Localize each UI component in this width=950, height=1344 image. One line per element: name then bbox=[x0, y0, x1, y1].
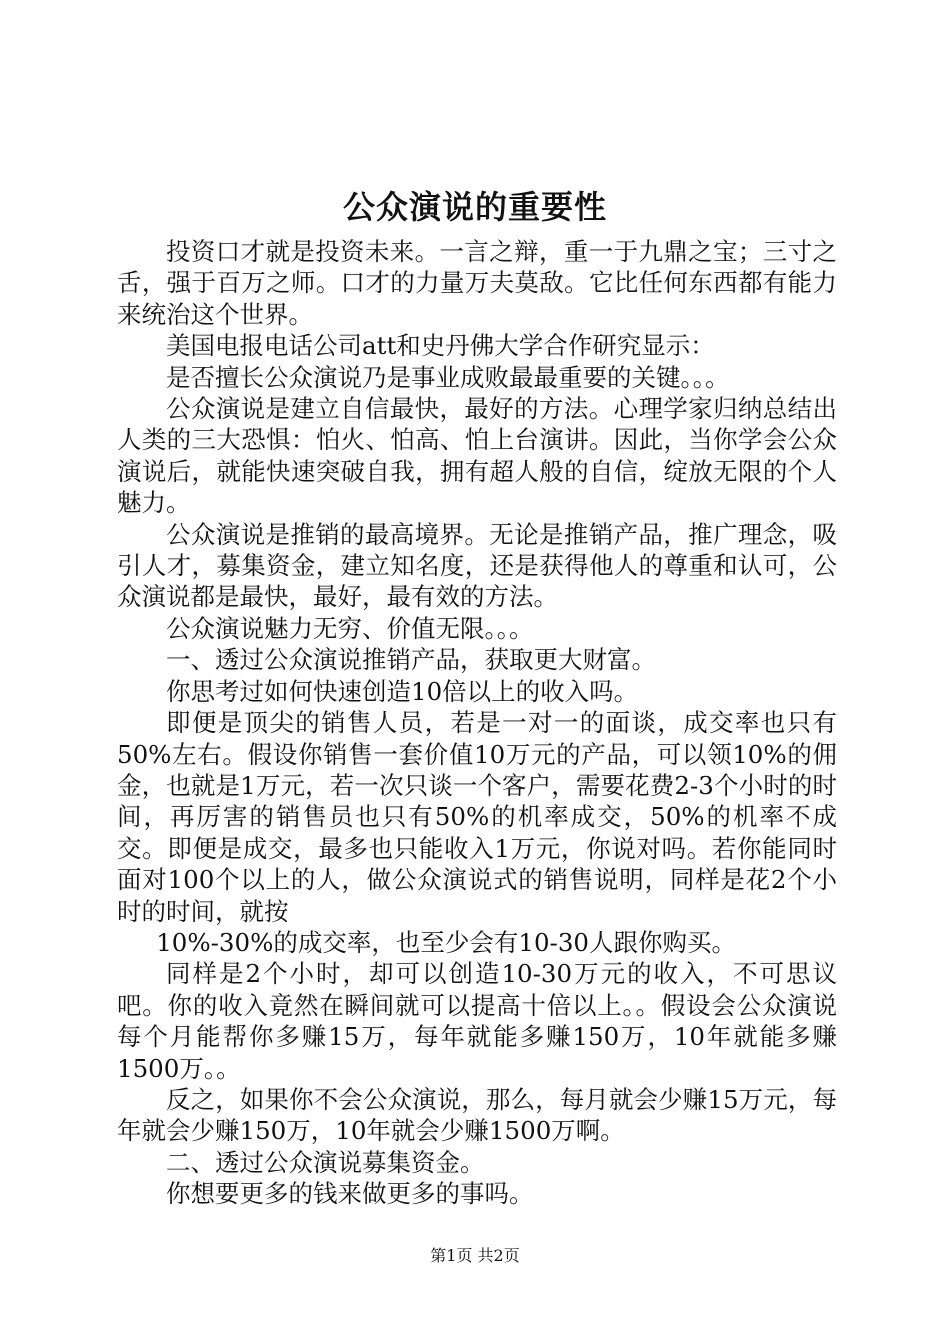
document-title: 公众演说的重要性 bbox=[342, 188, 607, 226]
paragraph: 你想要更多的钱来做更多的事吗。 bbox=[166, 1179, 534, 1209]
document-body bbox=[117, 236, 837, 1210]
paragraph: 公众演说魅力无穷、价值无限。。。 bbox=[166, 613, 534, 643]
paragraph: 投资口才就是投资未来。一言之辩，重一于九鼎之宝；三寸之舌，强于百万之师。口才的力量万夫莫敌。它比任何东西都有能力来统治这个世界。 bbox=[117, 237, 837, 329]
paragraph: 一、透过公众演说推销产品，获取更大财富。 bbox=[166, 645, 656, 675]
paragraph: 同样是2个小时，却可以创造10-30万元的收入，不可思议吧。你的收入竟然在瞬间就可以提高十倍以上。。假设会公众演说每个月能帮你多赚15万，每年就能多赚150万，10年就能多赚1500万。。 bbox=[117, 959, 837, 1083]
paragraph: 反之，如果你不会公众演说，那么，每月就会少赚15万元，每年就会少赚150万，10年就会少赚1500万啊。 bbox=[117, 1084, 837, 1146]
paragraph: 公众演说是建立自信最快，最好的方法。心理学家归纳总结出人类的三大恐惧：怕火、怕高、怕上台演讲。因此，当你学会公众演说后，就能快速突破自我，拥有超人般的自信，绽放无限的个人魅力。 bbox=[117, 394, 837, 518]
paragraph: 美国电报电话公司att和史丹佛大学合作研究显示： bbox=[166, 331, 715, 361]
paragraph: 10%-30%的成交率，也至少会有10-30人跟你购买。 bbox=[156, 927, 737, 957]
paragraph: 公众演说是推销的最高境界。无论是推销产品，推广理念，吸引人才，募集资金，建立知名度，还是获得他人的尊重和认可，公众演说都是最快，最好，最有效的方法。 bbox=[117, 519, 837, 612]
paragraph: 是否擅长公众演说乃是事业成败最最重要的关键。。。 bbox=[166, 362, 730, 392]
paragraph: 即便是顶尖的销售人员，若是一对一的面谈，成交率也只有50%左右。假设你销售一套价值10万元的产品，可以领10%的佣金，也就是1万元，若一次只谈一个客户，需要花费2-3个小时的时间，再厉害的销售员也只有50%的机率成交，50%的机率不成交。即便是成交，最多也只能收入1万元，你说对吗。若你能同时面对100个以上的人，做公众演说式的销售说明，同样是花2个小时的时间，就按 bbox=[117, 708, 837, 926]
page-number-footer: 第1页 共2页 bbox=[430, 1246, 520, 1265]
paragraph: 你思考过如何快速创造10倍以上的收入吗。 bbox=[166, 676, 639, 706]
paragraph: 二、透过公众演说募集资金。 bbox=[166, 1147, 485, 1177]
